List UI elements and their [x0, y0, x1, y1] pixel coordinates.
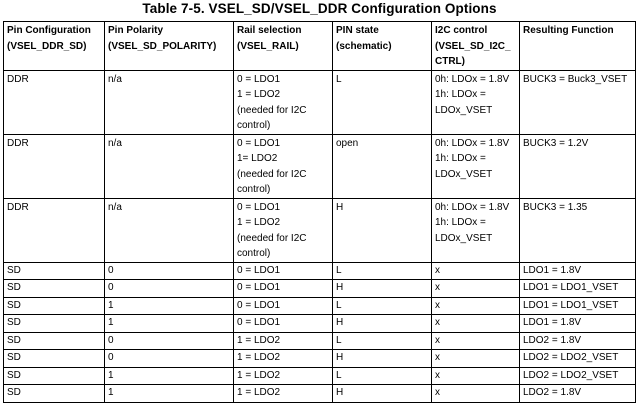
cell-text-line: 0h: LDOx = 1.8V: [435, 201, 510, 213]
table-row: [4, 315, 636, 333]
header-text-line: (schematic): [336, 40, 392, 52]
header-text-line: (VSEL_SD_POLARITY): [108, 40, 217, 52]
cell-rail-selection: [234, 198, 333, 262]
cell-text-line: control): [237, 120, 271, 131]
table-row: [4, 385, 636, 403]
cell-rail-selection: [234, 367, 333, 385]
cell-text-line: control): [237, 248, 271, 259]
cell-text-line: 1 = LDO2: [237, 89, 281, 100]
table-body: [4, 70, 636, 402]
table-header-row: [4, 22, 636, 71]
cell-rail-selection: [234, 385, 333, 403]
cell-pin-state: open: [333, 134, 432, 198]
cell-text-line: x: [435, 282, 440, 293]
cell-rail-selection: [234, 297, 333, 315]
cell-pin-state: L: [333, 297, 432, 315]
cell-rail-selection: [234, 350, 333, 368]
cell-resulting-function: LDO1 = LDO1_VSET: [520, 297, 636, 315]
cell-text-line: 1h: LDOx =: [435, 89, 486, 100]
cell-resulting-function: BUCK3 = Buck3_VSET: [520, 70, 636, 134]
cell-pin-configuration: SD: [4, 332, 105, 350]
cell-pin-configuration: DDR: [4, 198, 105, 262]
cell-pin-polarity: 0: [105, 350, 234, 368]
header-text-line: I2C control: [435, 25, 488, 36]
cell-text-line: x: [435, 264, 440, 276]
cell-pin-polarity: n/a: [105, 134, 234, 198]
cell-i2c-control: [432, 367, 520, 385]
cell-text-line: x: [435, 387, 440, 398]
cell-text-line: 0 = LDO1: [237, 73, 281, 85]
cell-resulting-function: LDO1 = 1.8V: [520, 315, 636, 333]
cell-pin-state: L: [333, 262, 432, 280]
cell-i2c-control: [432, 262, 520, 280]
header-text-line: Pin Configuration: [7, 25, 91, 36]
header-text-line: Pin Polarity: [108, 25, 164, 36]
cell-text-line: (needed for I2C: [237, 104, 307, 116]
cell-text-line: 1 = LDO2: [237, 352, 281, 363]
cell-text-line: (needed for I2C: [237, 168, 307, 180]
cell-text-line: x: [435, 334, 440, 346]
cell-pin-polarity: 1: [105, 385, 234, 403]
table-row: [4, 280, 636, 298]
cell-pin-configuration: SD: [4, 350, 105, 368]
cell-pin-state: H: [333, 350, 432, 368]
cell-text-line: x: [435, 352, 440, 363]
cell-rail-selection: [234, 332, 333, 350]
cell-text-line: 1 = LDO2: [237, 369, 281, 381]
cell-text-line: 1 = LDO2: [237, 334, 281, 346]
table-row: [4, 297, 636, 315]
header-text-line: Rail selection: [237, 25, 302, 36]
cell-resulting-function: LDO2 = LDO2_VSET: [520, 350, 636, 368]
cell-pin-configuration: SD: [4, 385, 105, 403]
header-pin-polarity: [105, 22, 234, 71]
header-text-line: (VSEL_RAIL): [237, 40, 299, 52]
cell-text-line: LDOx_VSET: [435, 232, 493, 244]
header-text-line: CTRL): [435, 56, 465, 67]
cell-i2c-control: [432, 332, 520, 350]
header-text-line: (VSEL_DDR_SD): [7, 40, 87, 52]
cell-rail-selection: [234, 70, 333, 134]
table-row: [4, 134, 636, 198]
cell-resulting-function: LDO1 = 1.8V: [520, 262, 636, 280]
cell-pin-polarity: 1: [105, 315, 234, 333]
table-row: [4, 332, 636, 350]
cell-text-line: 0 = LDO1: [237, 282, 281, 293]
cell-resulting-function: LDO2 = 1.8V: [520, 385, 636, 403]
cell-pin-state: H: [333, 385, 432, 403]
cell-rail-selection: [234, 134, 333, 198]
cell-text-line: LDOx_VSET: [435, 168, 493, 180]
cell-text-line: 0 = LDO1: [237, 137, 281, 149]
cell-text-line: 0 = LDO1: [237, 299, 281, 311]
cell-pin-configuration: SD: [4, 297, 105, 315]
cell-text-line: 1 = LDO2: [237, 387, 281, 398]
table-row: [4, 198, 636, 262]
cell-pin-configuration: DDR: [4, 134, 105, 198]
cell-text-line: 1h: LDOx =: [435, 217, 486, 228]
cell-i2c-control: [432, 385, 520, 403]
cell-resulting-function: BUCK3 = 1.2V: [520, 134, 636, 198]
cell-resulting-function: LDO2 = 1.8V: [520, 332, 636, 350]
cell-i2c-control: [432, 70, 520, 134]
cell-text-line: x: [435, 317, 440, 328]
cell-rail-selection: [234, 315, 333, 333]
cell-pin-configuration: SD: [4, 367, 105, 385]
cell-pin-polarity: 0: [105, 332, 234, 350]
cell-pin-state: L: [333, 367, 432, 385]
cell-i2c-control: [432, 297, 520, 315]
header-rail-selection: [234, 22, 333, 71]
cell-text-line: control): [237, 184, 271, 195]
cell-text-line: 0 = LDO1: [237, 201, 281, 213]
cell-pin-configuration: SD: [4, 280, 105, 298]
table-row: [4, 367, 636, 385]
cell-resulting-function: BUCK3 = 1.35: [520, 198, 636, 262]
cell-pin-state: H: [333, 315, 432, 333]
cell-resulting-function: LDO2 = LDO2_VSET: [520, 367, 636, 385]
cell-text-line: 0 = LDO1: [237, 317, 281, 328]
cell-resulting-function: LDO1 = LDO1_VSET: [520, 280, 636, 298]
cell-text-line: x: [435, 369, 440, 381]
cell-pin-polarity: 0: [105, 262, 234, 280]
cell-pin-state: H: [333, 198, 432, 262]
table-row: [4, 350, 636, 368]
header-text-line: (VSEL_SD_I2C_: [435, 40, 511, 52]
cell-text-line: 0h: LDOx = 1.8V: [435, 137, 510, 149]
cell-pin-configuration: SD: [4, 262, 105, 280]
cell-text-line: LDOx_VSET: [435, 104, 493, 116]
cell-pin-polarity: 1: [105, 367, 234, 385]
header-pin-configuration: [4, 22, 105, 71]
cell-i2c-control: [432, 280, 520, 298]
cell-pin-state: L: [333, 70, 432, 134]
header-resulting-function: [520, 22, 636, 71]
cell-pin-state: H: [333, 280, 432, 298]
header-i2c-control: [432, 22, 520, 71]
cell-text-line: 1h: LDOx =: [435, 153, 486, 164]
cell-pin-configuration: DDR: [4, 70, 105, 134]
cell-pin-polarity: n/a: [105, 198, 234, 262]
cell-pin-state: L: [333, 332, 432, 350]
table-caption: Table 7-5. VSEL_SD/VSEL_DDR Configuration Options: [142, 1, 497, 16]
cell-pin-polarity: 1: [105, 297, 234, 315]
cell-i2c-control: [432, 134, 520, 198]
table-row: [4, 70, 636, 134]
header-text-line: PIN state: [336, 25, 379, 36]
cell-i2c-control: [432, 315, 520, 333]
cell-text-line: (needed for I2C: [237, 232, 307, 244]
cell-i2c-control: [432, 350, 520, 368]
cell-pin-polarity: n/a: [105, 70, 234, 134]
cell-text-line: x: [435, 299, 440, 311]
cell-rail-selection: [234, 262, 333, 280]
table-row: [4, 262, 636, 280]
cell-rail-selection: [234, 280, 333, 298]
cell-pin-polarity: 0: [105, 280, 234, 298]
cell-i2c-control: [432, 198, 520, 262]
header-pin-state: [333, 22, 432, 71]
cell-text-line: 1 = LDO2: [237, 217, 281, 228]
configuration-table: [3, 21, 636, 403]
header-text-line: Resulting Function: [523, 25, 614, 36]
cell-text-line: 1= LDO2: [237, 153, 278, 164]
cell-pin-configuration: SD: [4, 315, 105, 333]
cell-text-line: 0 = LDO1: [237, 264, 281, 276]
cell-text-line: 0h: LDOx = 1.8V: [435, 73, 510, 85]
